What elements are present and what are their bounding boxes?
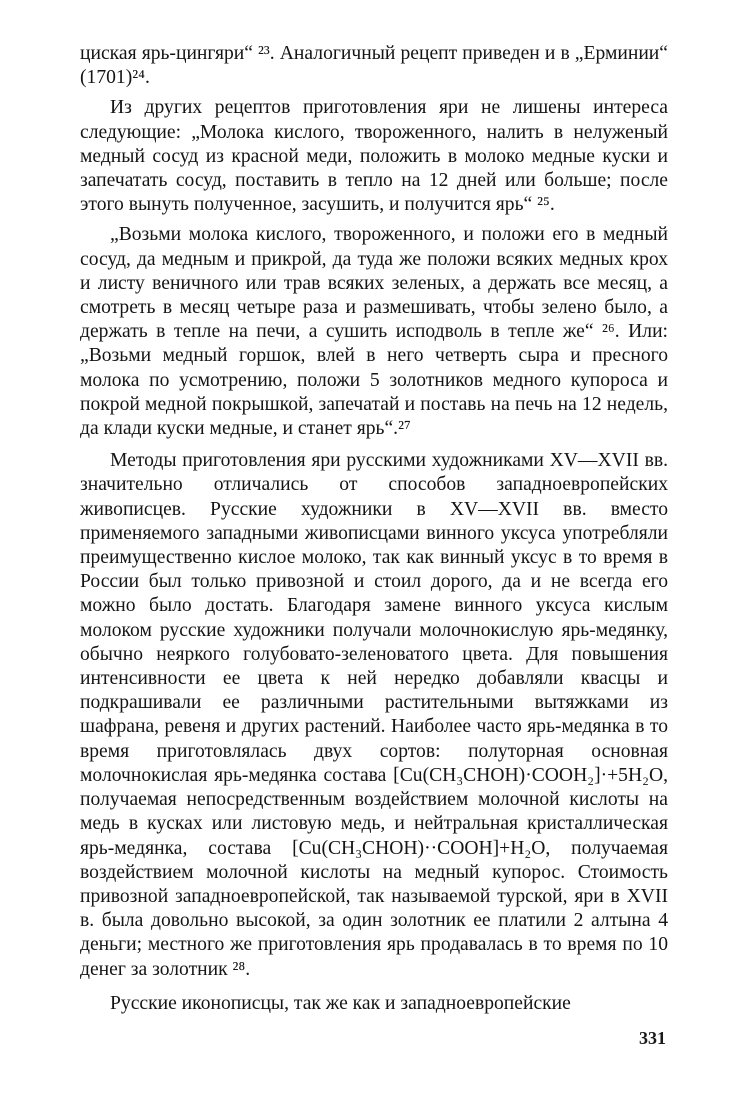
paragraph-4: Методы приготовления яри русскими художниками XV—XVII вв. значительно отличались от способов западноевропейских живописцев. Русские художники в XV—XVII вв. вместо применяемого западными живописцами винного уксуса употребляли преимущественно кислое молоко, так как винный уксус в то время в России был только привозной и стоил дорого, да и не всегда его можно было достать. Благодаря замене винного уксуса кислым молоком русские художники получали молочнокислую ярь-медянку, обычно неяркого голубовато-зеленоватого цвета. Для повышения интенсивности ее цвета к ней нередко добавляли квасцы и подкрашивали ее различными растительными вытяжками из шафрана, ревеня и других растений. Наиболее часто ярь-медянка в то время приготовлялась двух сортов: полуторная основная молочнокислая ярь-медянка состава [Cu(CH₃CHOH)·COOH₂]·+5H₂O, получаемая непосредственным воздействием молочной кислоты на медь в кусках или листовую медь, и нейтральная кристаллическая ярь-медянка, состава [Cu(CH₃CHOH)··COOH]+H₂O, получаемая воздействием молочной кислоты на медный купорос. Стоимость привозной западноевропейской, так называемой турской, яри в XVII в. была довольно высокой, за один золотник ее платили 2 алтына 4 деньги; местного же приготовления ярь продавалась в то время по 10 денег за золотник ²⁸.	[80, 450, 668, 980]
paragraph-5: Русские иконописцы, так же как и западноевропейские	[110, 992, 571, 1014]
page-text-block	[80, 42, 668, 1016]
paragraph-2: Из других рецептов приготовления яри не лишены интереса следующие: „Молока кислого, твороженного, налить в нелуженый медный сосуд из красной меди, положить в молоко медные куски и запечатать сосуд, поставить в тепло на 12 дней или больше; после этого вынуть полученное, засушить, и получится ярь“ ²⁵.	[80, 97, 668, 216]
page-number: 331	[639, 1028, 666, 1048]
paragraph-3: „Возьми молока кислого, твороженного, и положи его в медный сосуд, да медным и прикрой, да туда же положи всяких медных крох и листу веничного или трав всяких зеленых, а держать все месяц, а смотреть в месяц четыре раза и размешивать, чтобы зелено было, а держать в тепле на печи, а сушить исподволь в тепле же“ ²⁶. Или: „Возьми медный горшок, влей в него четверть сыра и пресного молока по усмотрению, положи 5 золотников медного купороса и покрой медной покрышкой, запечатай и поставь на печь на 12 недель, да клади куски медные, и станет ярь“.²⁷	[80, 224, 668, 440]
paragraph-1: циская ярь-цингяри“ ²³. Аналогичный рецепт приведен и в „Ерминии“ (1701)²⁴.	[80, 43, 668, 89]
